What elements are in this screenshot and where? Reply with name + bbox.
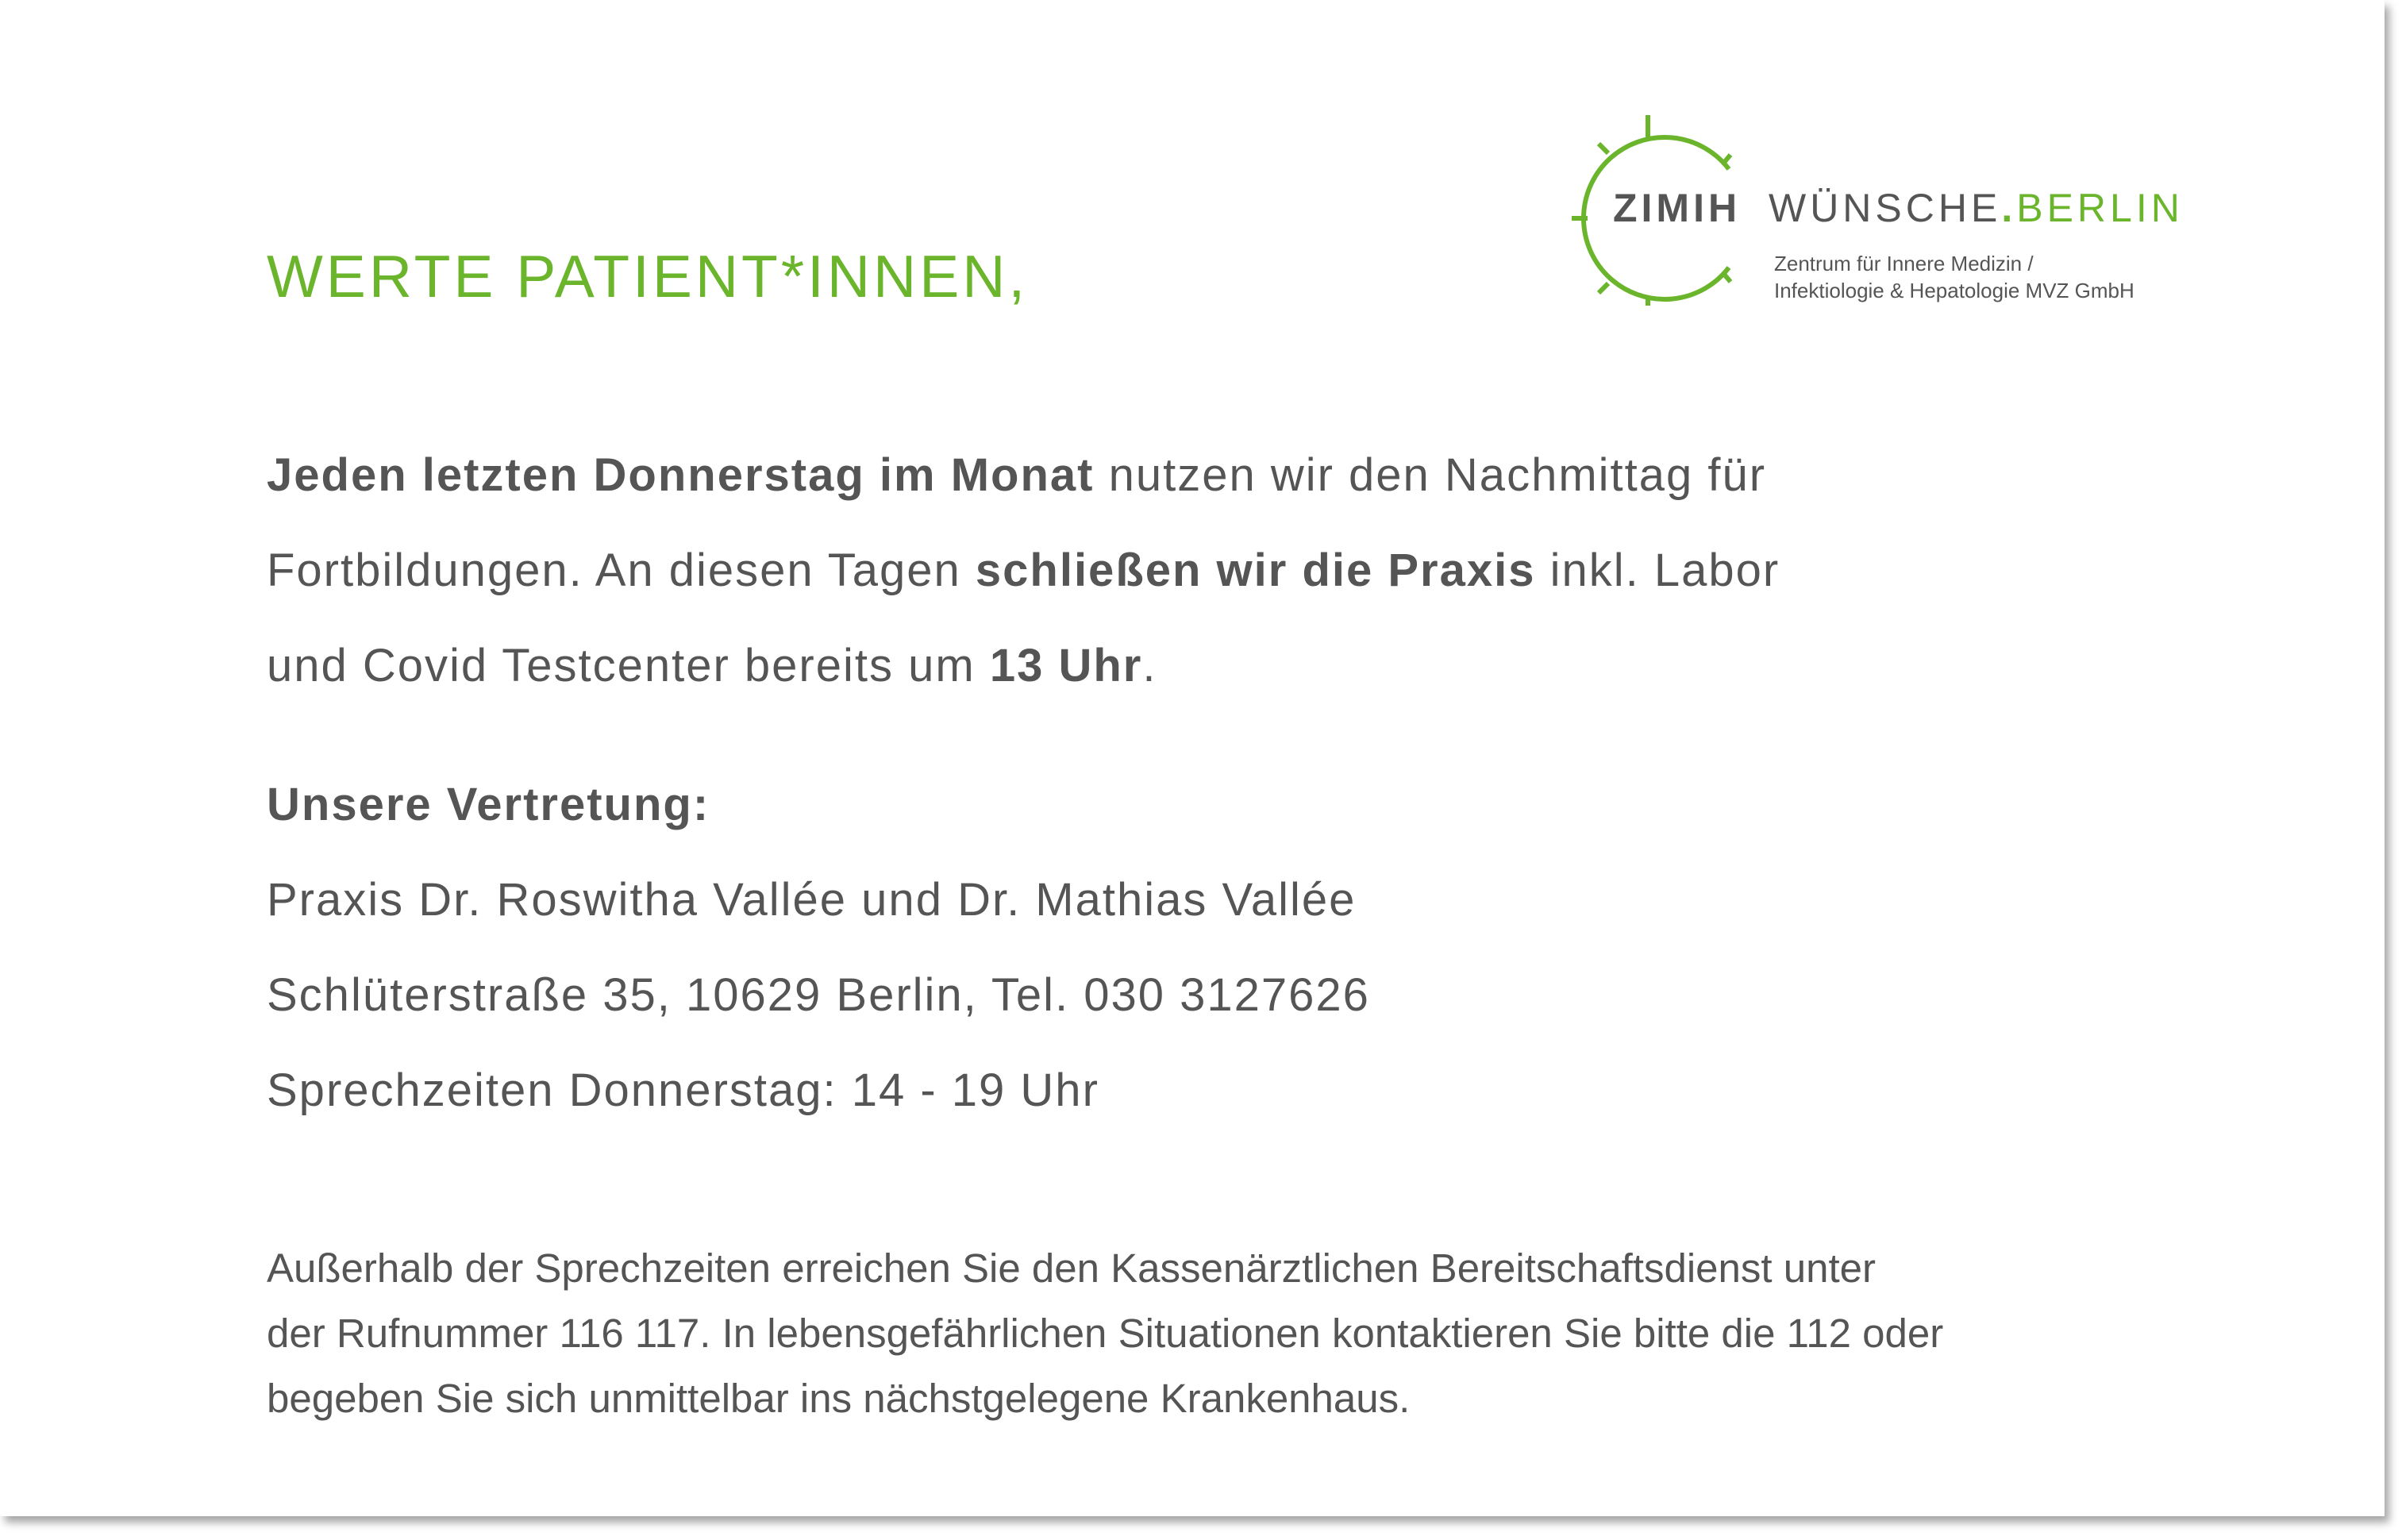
intro-line3-bold: 13 Uhr — [989, 640, 1143, 691]
logo-subtitle-line2: Infektiologie & Hepatologie MVZ GmbH — [1774, 279, 2134, 302]
intro-line3-start: und Covid Testcenter bereits um — [267, 640, 990, 691]
intro-line1-rest: nutzen wir den Nachmittag für — [1094, 449, 1767, 501]
logo-name-text: WÜNSCHE — [1769, 186, 2002, 230]
substitute-title — [267, 778, 710, 831]
zimih-logo — [1572, 115, 2365, 306]
page-heading: WERTE PATIENT*INNEN, — [267, 243, 1029, 310]
substitute-practice: Praxis Dr. Roswitha Vallée und Dr. Mathias Vallée — [267, 874, 1357, 926]
substitute-address: Schlüterstraße 35, 10629 Berlin, Tel. 030 3127626 — [267, 969, 1370, 1021]
intro-line3-end: . — [1142, 640, 1157, 691]
logo-dot: . — [2001, 186, 2017, 230]
intro-line-2 — [267, 544, 1780, 597]
footer-line-1: Außerhalb der Sprechzeiten erreichen Sie den Kassenärztlichen Bereitschaftsdienst unter — [267, 1245, 1876, 1291]
footer-line-2: der Rufnummer 116 117. In lebensgefährlichen Situationen kontaktieren Sie bitte die 112 oder — [267, 1311, 1944, 1356]
substitute-title-text: Unsere Vertretung: — [267, 779, 710, 830]
footer-line-3: begeben Sie sich unmittelbar ins nächstgelegene Krankenhaus. — [267, 1376, 1411, 1421]
intro-line-3 — [267, 639, 1157, 692]
intro-line-1 — [267, 449, 1766, 502]
intro-line2-rest: inkl. Labor — [1535, 545, 1780, 596]
logo-name — [1769, 185, 2184, 231]
substitute-hours: Sprechzeiten Donnerstag: 14 - 19 Uhr — [267, 1065, 1099, 1116]
logo-abbreviation: ZIMIH — [1613, 186, 1742, 230]
logo-subtitle-line1: Zentrum für Innere Medizin / — [1774, 252, 2034, 275]
intro-line2-start: Fortbildungen. An diesen Tagen — [267, 545, 976, 596]
intro-line1-bold: Jeden letzten Donnerstag im Monat — [267, 449, 1095, 501]
logo-city: BERLIN — [2016, 186, 2184, 230]
intro-line2-bold: schließen wir die Praxis — [975, 545, 1536, 596]
